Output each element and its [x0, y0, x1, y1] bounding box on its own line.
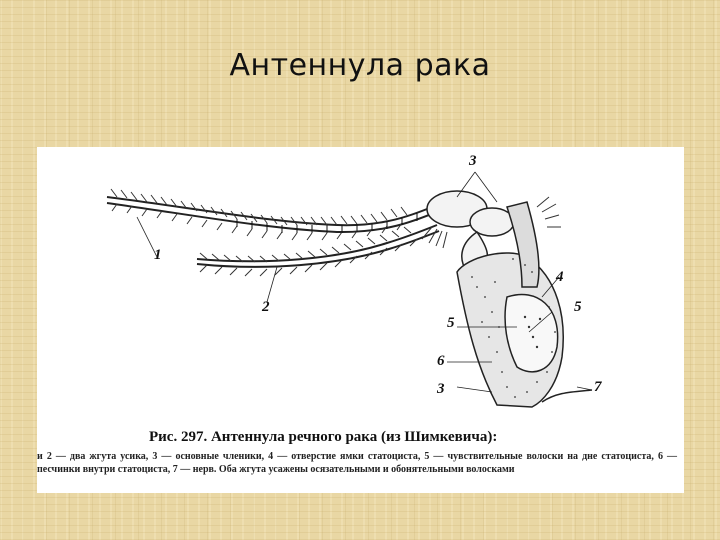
- label-4: 4: [556, 269, 564, 285]
- label-1: 1: [154, 247, 162, 263]
- label-6: 6: [437, 353, 445, 369]
- figure-caption-text: и 2 — два жгута усика, 3 — основные членики, 4 — отверстие ямки статоциста, 5 — чувствительные волоски на дне статоциста, 6 — песчинки внутри статоциста, 7 — нерв. Оба жгута усажены осязательными и обонятельными волосками: [37, 451, 677, 475]
- nerve: [542, 390, 592, 402]
- label-3-top: 3: [469, 153, 477, 169]
- slide-title: Антеннула рака: [229, 48, 491, 83]
- figure-caption-title: Рис. 297. Антеннула речного рака (из Шимкевича):: [149, 429, 498, 445]
- label-5-left: 5: [447, 315, 455, 331]
- flagellum-1-bristles: [111, 189, 407, 240]
- label-5-right: 5: [574, 299, 582, 315]
- statocyst-segment: [457, 202, 563, 407]
- label-7: 7: [594, 379, 602, 395]
- antennule-illustration: [37, 147, 684, 427]
- figure-panel: [37, 147, 684, 493]
- label-3-bottom: 3: [437, 381, 445, 397]
- flagellum-2-bristles: [200, 227, 417, 276]
- label-2: 2: [262, 299, 270, 315]
